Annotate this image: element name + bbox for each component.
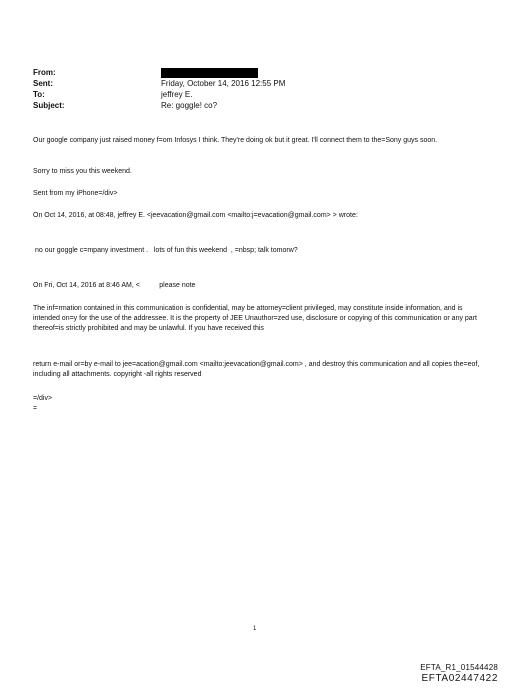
body-paragraph-8: return e-mail or=by e-mail to jee=acation@gmail.com <mailto:jeevacation@gmail.com> , and destroy this communication and all copies the=eof, including all attachments. copyright -all rights reserved: [33, 361, 482, 378]
body-paragraph-6: On Fri, Oct 14, 2016 at 8:46 AM, < please note: [33, 282, 196, 289]
to-label: To:: [33, 90, 45, 99]
sent-value: Friday, October 14, 2016 12:55 PM: [161, 79, 286, 88]
body-paragraph-10: =: [33, 405, 38, 412]
redaction-box: [161, 68, 258, 78]
body-paragraph-3: Sent from my iPhone=/div>: [33, 190, 118, 197]
to-value: jeffrey E.: [161, 90, 193, 99]
bates-number-1: EFTA_R1_01544428: [420, 663, 498, 672]
bates-number-2: EFTA02447422: [421, 673, 498, 684]
from-label: From:: [33, 68, 56, 77]
body-paragraph-1: Our google company just raised money f=om Infosys I think. They're doing ok but it great. I'll connect them to the=Sony guys soon.: [33, 137, 438, 144]
body-paragraph-9: =/div>: [33, 395, 53, 402]
sent-label: Sent:: [33, 79, 53, 88]
body-paragraph-4: On Oct 14, 2016, at 08:48, jeffrey E. <jeevacation@gmail.com <mailto:j=evacation@gmail.com> > wrote:: [33, 212, 358, 219]
subject-label: Subject:: [33, 101, 65, 110]
confidentiality-notice: The inf=rmation contained in this communication is confidential, may be attorney=client privileged, may constitute inside information, and is intended on=y for the use of the addressee. It is the property of JEE Unauthor=zed use, disclosure or copying of this communication or any part thereof=is strictly prohibited and may be unlawful. If you have received this: [33, 305, 479, 332]
page-number: 1: [253, 626, 257, 632]
body-paragraph-2: Sorry to miss you this weekend.: [33, 168, 132, 175]
body-paragraph-5: no our goggle c=mpany investment . lots of fun this weekend , =nbsp; talk tomorw?: [35, 247, 298, 254]
subject-value: Re: goggle! co?: [161, 101, 218, 110]
